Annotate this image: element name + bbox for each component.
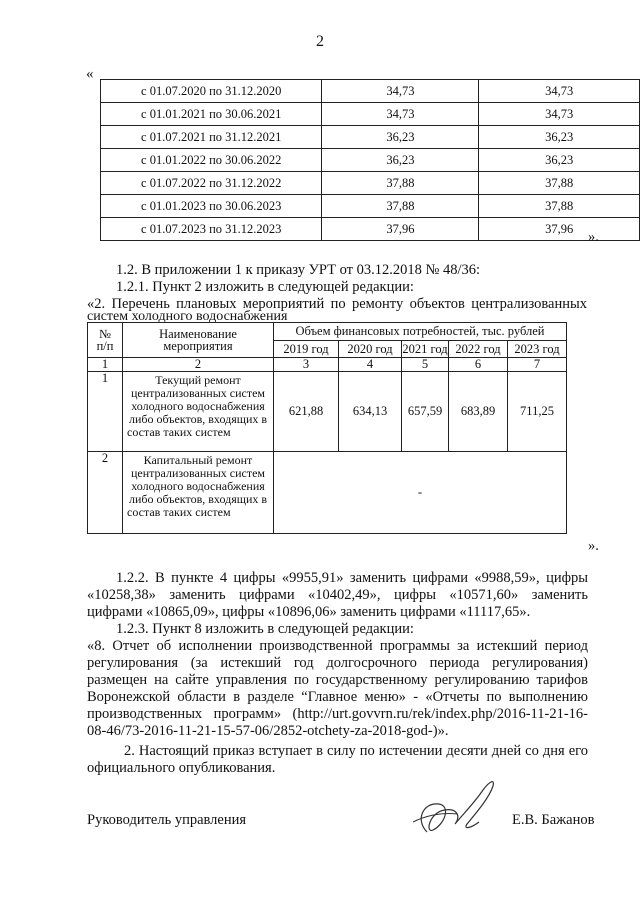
rate-period: с 01.07.2022 по 31.12.2022 (101, 172, 322, 195)
column-number: 3 (274, 358, 339, 372)
row-value: 634,13 (339, 372, 402, 452)
paragraph-1-2: 1.2. В приложении 1 к приказу УРТ от 03.12.2018 № 48/36: (116, 262, 481, 278)
rate-period: с 01.07.2021 по 31.12.2021 (101, 126, 322, 149)
table-row (101, 126, 640, 149)
rate-period: с 01.01.2022 по 30.06.2022 (101, 149, 322, 172)
plan-table (87, 322, 567, 534)
item8-line: регулирования (за истекший год долгосрочного периода регулирования) (87, 655, 588, 671)
paragraph-2-line2: официального опубликования. (87, 760, 276, 776)
row-value: 711,25 (508, 372, 567, 452)
row-value: 621,88 (274, 372, 339, 452)
column-number: 4 (339, 358, 402, 372)
item8-line: «8. Отчет об исполнении производственной программы за истекший период (87, 638, 588, 654)
column-number: 6 (449, 358, 508, 372)
rate-period: с 01.01.2021 по 30.06.2021 (101, 103, 322, 126)
item8-line: Воронежской области в разделе “Главное меню» - «Отчеты по выполнению (87, 689, 588, 705)
table-row (101, 218, 640, 241)
header-year: 2023 год (508, 341, 567, 358)
signer-title: Руководитель управления (87, 812, 247, 828)
item2-title-line2: систем холодного водоснабжения (87, 309, 288, 324)
table-row (101, 149, 640, 172)
header-number: № п/п (88, 323, 123, 358)
row-value: 657,59 (402, 372, 449, 452)
paragraph-1-2-2-line3: цифрами «10865,09», цифры «10896,06» заменить цифрами «11117,65». (87, 604, 531, 620)
table-row (88, 452, 567, 534)
table-row (88, 372, 567, 452)
paragraph-1-2-2-line2: «10258,38» заменить цифрами «10402,49», цифры «10571,60» заменить (87, 587, 588, 603)
table-row (101, 103, 640, 126)
table-row (101, 195, 640, 218)
header-year: 2019 год (274, 341, 339, 358)
header-year: 2021 год (402, 341, 448, 356)
handwritten-signature (405, 772, 515, 842)
row-number: 1 (88, 372, 123, 452)
row-number: 2 (88, 452, 123, 534)
column-number: 2 (123, 358, 274, 372)
row-value: 683,89 (449, 372, 508, 452)
row-name: Капитальный ремонт централизованных систем холодного водоснабжения либо объектов, входящих в состав таких систем (123, 452, 274, 534)
column-number: 5 (402, 358, 449, 372)
item2-title-line1: «2. Перечень плановых мероприятий по ремонту объектов централизованных (87, 296, 587, 312)
quote-close-mark: ». (588, 229, 599, 245)
rate-value: 37,88 (322, 195, 479, 218)
paragraph-2-line1: 2. Настоящий приказ вступает в силу по истечении десяти дней со дня его (124, 743, 588, 759)
column-number: 7 (508, 358, 567, 372)
rate-value: 36,23 (322, 149, 479, 172)
header-year: 2022 год (449, 341, 508, 358)
quote-open-mark: « (86, 66, 94, 82)
paragraph-1-2-2-line1: 1.2.2. В пункте 4 цифры «9955,91» заменить цифрами «9988,59», цифры (116, 570, 588, 586)
rate-period: с 01.07.2023 по 31.12.2023 (101, 218, 322, 241)
row-name: Текущий ремонт централизованных систем холодного водоснабжения либо объектов, входящих в состав таких систем (123, 372, 274, 452)
header-name: Наименование мероприятия (123, 323, 274, 358)
rates-table (100, 79, 640, 241)
item8-line: 08-46/73-2016-11-21-15-57-06/2852-otchety-za-2018-god-)». (87, 723, 449, 739)
rate-value: 37,88 (322, 172, 479, 195)
signer-name: Е.В. Бажанов (512, 812, 595, 828)
item8-line: производственных программ» (http://urt.govvrn.ru/rek/index.php/2016-11-21-16- (87, 706, 588, 722)
column-number: 1 (88, 358, 123, 372)
page-number: 2 (316, 33, 324, 50)
rate-period: с 01.01.2023 по 30.06.2023 (101, 195, 322, 218)
rate-value: 34,73 (322, 80, 479, 103)
header-volume: Объем финансовых потребностей, тыс. рублей (274, 323, 567, 341)
rate-value: 34,73 (322, 103, 479, 126)
table-row (101, 172, 640, 195)
item8-line: размещен на сайте управления по государственному регулированию тарифов (87, 672, 588, 688)
rate-value: 36,23 (479, 149, 640, 172)
rate-period: с 01.07.2020 по 31.12.2020 (101, 80, 322, 103)
paragraph-1-2-3: 1.2.3. Пункт 8 изложить в следующей редакции: (116, 621, 414, 637)
header-year: 2020 год (339, 341, 402, 358)
row-dash: - (274, 452, 567, 534)
rate-value: 37,88 (479, 172, 640, 195)
rate-value: 34,73 (479, 80, 640, 103)
quote-close-mark: ». (588, 538, 599, 554)
table-row (101, 80, 640, 103)
rate-value: 37,96 (322, 218, 479, 241)
rate-value: 36,23 (479, 126, 640, 149)
rate-value: 34,73 (479, 103, 640, 126)
paragraph-1-2-1: 1.2.1. Пункт 2 изложить в следующей редакции: (116, 279, 414, 295)
rate-value: 36,23 (322, 126, 479, 149)
rate-value: 37,96 (479, 218, 640, 241)
rate-value: 37,88 (479, 195, 640, 218)
